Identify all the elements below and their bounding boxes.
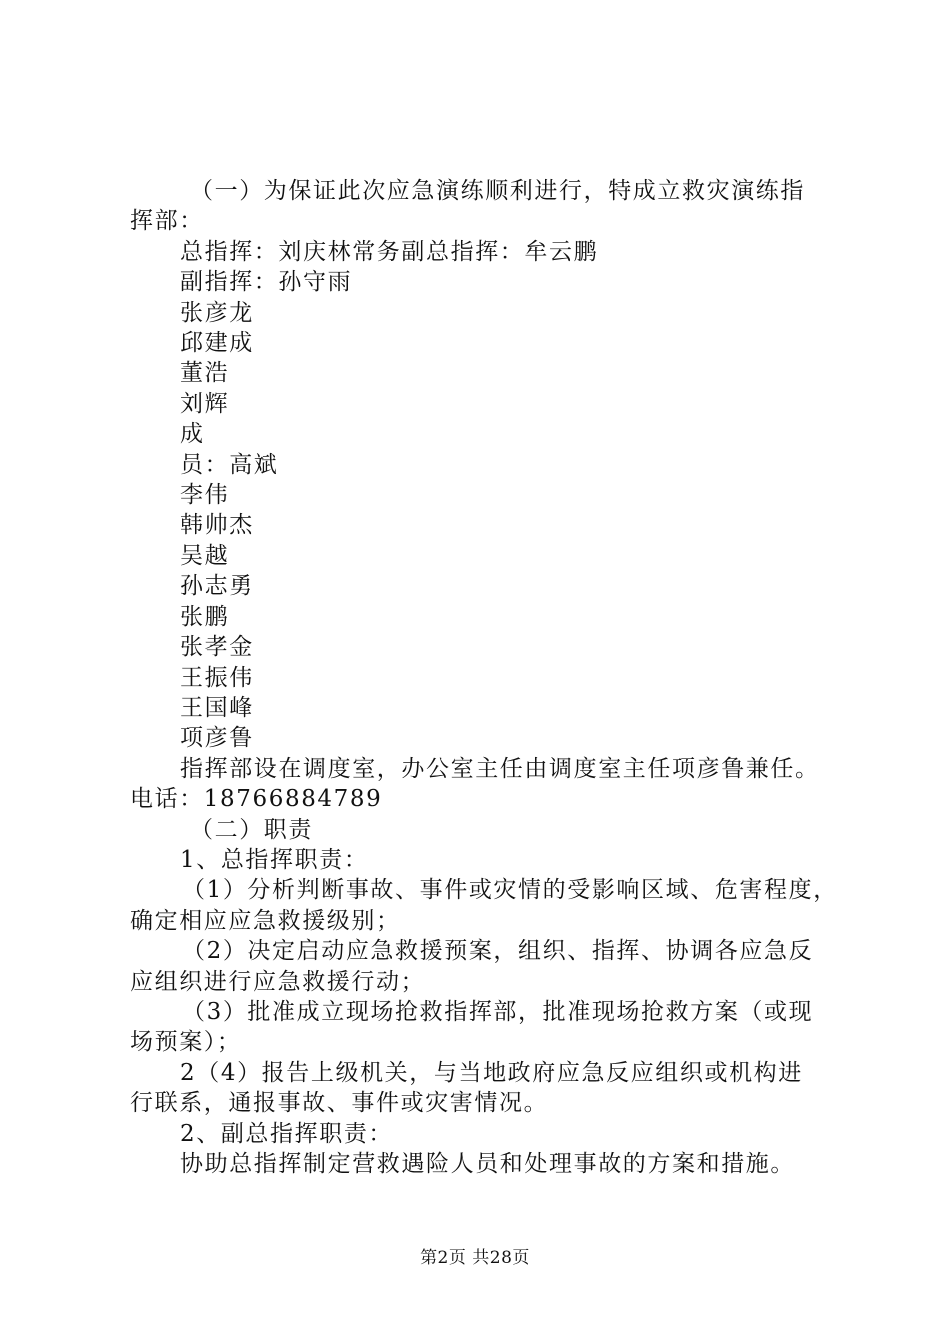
- members-label-line: 员：高斌: [180, 451, 279, 478]
- member-name: 王振伟: [180, 664, 254, 691]
- member-name: 张彦龙: [180, 299, 254, 326]
- section-heading-1: （一）为保证此次应急演练顺利进行，特成立救灾演练指: [190, 178, 805, 204]
- deputy-commander-line: 副指挥：孙守雨: [180, 269, 353, 296]
- member-name: 王国峰: [180, 694, 254, 721]
- duty-item: （3）批准成立现场抢救指挥部，批准现场抢救方案（或现: [182, 998, 814, 1025]
- paragraph-line: 挥部：: [130, 208, 204, 235]
- members-label-part: 成: [180, 421, 205, 448]
- office-location-line: 指挥部设在调度室，办公室主任由调度室主任项彦鲁兼任。: [180, 755, 820, 782]
- duty-item-continued: 行联系，通报事故、事件或灾害情况。: [130, 1090, 549, 1117]
- member-name: 项彦鲁: [180, 725, 254, 752]
- duty-item-continued: 确定相应应急救援级别；: [130, 907, 401, 934]
- duty-item: （1）分析判断事故、事件或灾情的受影响区域、危害程度，: [182, 877, 838, 904]
- subsection-heading: 2、副总指挥职责：: [180, 1120, 394, 1147]
- duty-item: （2）决定启动应急救援预案，组织、指挥、协调各应急反: [182, 938, 814, 965]
- section-heading-2: （二）职责: [190, 816, 313, 843]
- member-name: 张孝金: [180, 634, 254, 661]
- duty-item-continued: 场预案）；: [130, 1029, 242, 1056]
- member-name: 董浩: [180, 360, 230, 387]
- member-name: 韩帅杰: [180, 512, 254, 539]
- page-number-footer: 第2页 共28页: [420, 1248, 530, 1268]
- phone-line: 电话：18766884789: [130, 786, 383, 813]
- member-name: 张鹏: [180, 603, 230, 630]
- member-name: 李伟: [180, 482, 230, 509]
- duty-item-continued: 应组织进行应急救援行动；: [130, 968, 426, 995]
- duty-item: 协助总指挥制定营救遇险人员和处理事故的方案和措施。: [180, 1151, 795, 1177]
- member-name: 孙志勇: [180, 573, 254, 600]
- member-name: 邱建成: [180, 330, 254, 357]
- duty-item: 2（4）报告上级机关，与当地政府应急反应组织或机构进: [180, 1059, 803, 1086]
- document-body: [130, 176, 845, 1179]
- commander-line: 总指挥：刘庆林常务副总指挥：牟云鹏: [180, 238, 599, 265]
- subsection-heading: 1、总指挥职责：: [180, 846, 369, 873]
- member-name: 吴越: [180, 542, 230, 569]
- member-name: 刘辉: [180, 390, 230, 417]
